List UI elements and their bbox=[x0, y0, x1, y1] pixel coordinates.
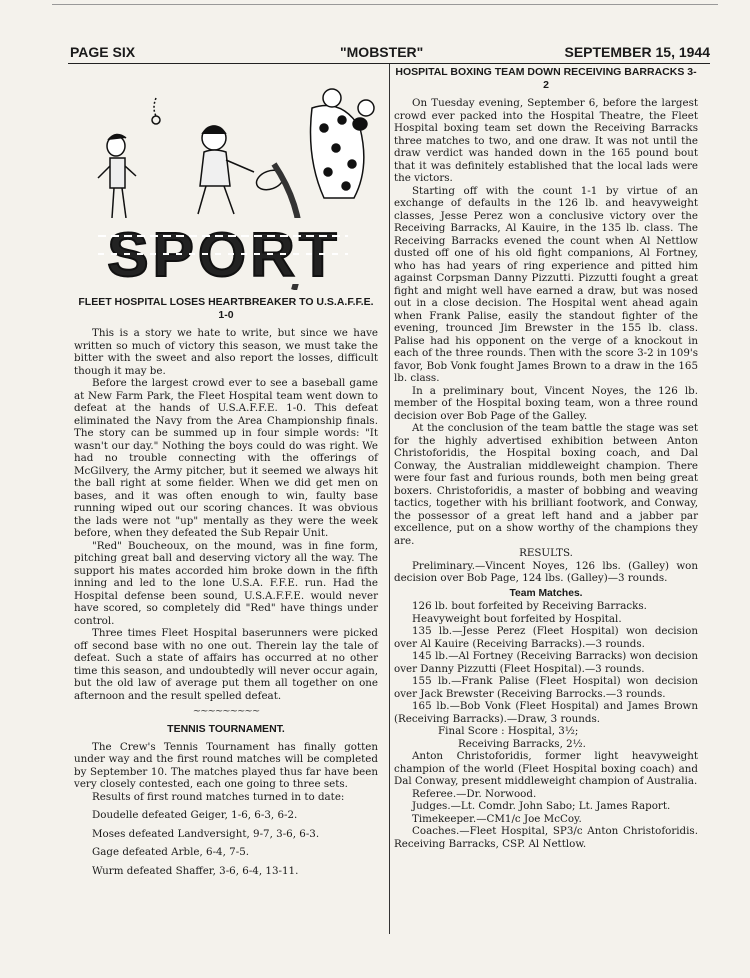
tennis-result: Wurm defeated Shaffer, 3-6, 6-4, 13-11. bbox=[92, 864, 299, 877]
baseball-paragraph-3: "Red" Boucheoux, on the mound, was in fine form, pitching great ball and deserving victory all the way. The support his mates accorded him broke down in the fifth inning and led to the lone U.S.A. F.F.E. run. Had the Hospital defense been sound, U.S.A.F.F.E. would never have scored, so completely did "Red" have things under control. bbox=[74, 539, 378, 627]
svg-text:SPORT: SPORT bbox=[107, 221, 341, 290]
baseball-paragraph-4: Three times Fleet Hospital baserunners were picked off second base with no one out. Therein lay the tale of defeat. Such a state of affairs has occurred at no other time this season, and undoubtedly will never occur again, but the old law of average put them all together on one afternoon and the result spelled defeat. bbox=[74, 627, 378, 702]
tennis-result: Moses defeated Landversight, 9-7, 3-6, 6-3. bbox=[92, 827, 320, 840]
match-result: 155 lb.—Frank Palise (Fleet Hospital) won decision over Jack Brewster (Receiving Barrocks.—3 rounds. bbox=[394, 675, 698, 700]
left-column bbox=[74, 68, 378, 877]
exhibition-note: Anton Christoforidis, former light heavyweight champion of the world (Fleet Hospital boxing coach) and Dal Conway, present middleweight champion of Australia. bbox=[394, 750, 698, 787]
final-score: Final Score : Hospital, 3½; bbox=[438, 725, 579, 737]
match-result: Heavyweight bout forfeited by Hospital. bbox=[412, 612, 622, 625]
timekeeper: Timekeeper.—CM1/c Joe McCoy. bbox=[412, 812, 582, 825]
boxing-headline: HOSPITAL BOXING TEAM DOWN RECEIVING BARRACKS 3-2 bbox=[395, 66, 697, 91]
boxing-paragraph-2: Starting off with the count 1-1 by virtue of an exchange of defaults in the 126 lb. and heavyweight classes, Jesse Perez won a conclusive victory over the Receiving Barracks, Al Kauire, in the 135 lb. class. The Receiving Barracks evened the count when Al Nettlow dusted off one of his old fight companions, Al Fortney, who has had years of ring experience and pitted him against Corpsman Danny Pizzutti. Pizzutti fought a great fight and might well have earned a draw, but was nosed out in a close decision. The Hospital went ahead again when Frank Palise, easily the standout fighter of the evening, trounced Jim Brewster in the 155 lb. class. Palise had his opponent on the verge of a knockout in each of the three rounds. Then with the score 3-2 in 109's favor, Bob Vonk fought James Brown to a draw in the 165 lb. class. bbox=[394, 184, 698, 384]
tennis-result: Doudelle defeated Geiger, 1-6, 6-3, 6-2. bbox=[92, 809, 298, 821]
match-result: 135 lb.—Jesse Perez (Fleet Hospital) won decision over Al Kauire (Receiving Barracks).—3 rounds. bbox=[394, 625, 698, 650]
preliminary-result: Preliminary.—Vincent Noyes, 126 lbs. (Galley) won decision over Bob Page, 124 lbs. (Galley)—3 rounds. bbox=[394, 559, 698, 584]
baseball-paragraph-1: This is a story we hate to write, but since we have written so much of victory this season, we must take the bitter with the sweet and also report the losses, difficult though it may be. bbox=[74, 327, 378, 377]
results-label: RESULTS. bbox=[519, 547, 573, 559]
boxing-paragraph-3: In a preliminary bout, Vincent Noyes, the 126 lb. member of the Hospital boxing team, won a three round decision over Bob Page of the Galley. bbox=[394, 384, 698, 422]
match-result: 126 lb. bout forfeited by Receiving Barracks. bbox=[412, 600, 647, 612]
newspaper-title: "MOBSTER" bbox=[340, 44, 424, 60]
sports-illustration bbox=[74, 68, 378, 290]
match-result: 145 lb.—Al Fortney (Receiving Barracks) won decision over Danny Pizzutti (Fleet Hospital).—3 rounds. bbox=[394, 650, 698, 675]
final-score: Receiving Barracks, 2½. bbox=[458, 737, 586, 750]
tennis-result: Gage defeated Arble, 6-4, 7-5. bbox=[92, 846, 250, 858]
tennis-results-intro: Results of first round matches turned in to date: bbox=[92, 790, 345, 803]
page-number: PAGE SIX bbox=[70, 44, 136, 60]
team-matches-label: Team Matches. bbox=[509, 587, 583, 599]
right-column bbox=[394, 66, 698, 850]
column-divider bbox=[389, 64, 390, 934]
catcher-figure bbox=[98, 98, 160, 218]
referee: Referee.—Dr. Norwood. bbox=[412, 787, 537, 800]
boxing-paragraph-4: At the conclusion of the team battle the stage was set for the highly advertised exhibition between Anton Christoforidis, the Hospital boxing coach, and Dal Conway, the Australian middleweight champion. There were four fast and furious rounds, both men being great boxers. Christoforidis, a master of bobbing and weaving tactics, together with his brilliant footwork, and Conway, the possessor of a great left hand and a jabber par excellence, put on a show worthy of the champions they are. bbox=[394, 422, 698, 547]
top-border bbox=[52, 4, 718, 5]
boxing-paragraph-1: On Tuesday evening, September 6, before the largest crowd ever packed into the Hospital Theatre, the Fleet Hospital boxing team set down the Receiving Barracks three matches to two, and one draw. It was not until the draw verdict was handed down in the 165 pound bout that it was definitely established that the local lads were the victors. bbox=[394, 97, 698, 184]
match-result: 165 lb.—Bob Vonk (Fleet Hospital) and James Brown (Receiving Barracks).—Draw, 3 rounds. bbox=[394, 700, 698, 725]
judges: Judges.—Lt. Comdr. John Sabo; Lt. James Raport. bbox=[412, 800, 671, 812]
boxer-figures bbox=[311, 89, 375, 198]
issue-date: SEPTEMBER 15, 1944 bbox=[564, 44, 710, 60]
tennis-headline: TENNIS TOURNAMENT. bbox=[167, 722, 285, 735]
section-divider: ~~~~~~~~~ bbox=[192, 706, 260, 717]
coaches: Coaches.—Fleet Hospital, SP3/c Anton Christoforidis. Receiving Barracks, CSP. Al Nettlow. bbox=[394, 825, 698, 850]
tennis-paragraph: The Crew's Tennis Tournament has finally gotten under way and the first round matches will be completed by September 10. The matches played thus far have been very closely contested, each one going to three sets. bbox=[74, 740, 378, 790]
baseball-headline: FLEET HOSPITAL LOSES HEARTBREAKER TO U.S.A.F.F.E. 1-0 bbox=[78, 296, 374, 321]
baseball-paragraph-2: Before the largest crowd ever to see a baseball game at New Farm Park, the Fleet Hospital team went down to defeat at the hands of U.S.A.F.F.E. 1-0. This defeat eliminated the Navy from the Area Championship finals. The story can be summed up in four simple words: "It wasn't our day." Nothing the boys could do was right. We had no trouble connecting with the offerings of McGilvery, the Army pitcher, but it seemed we always hit the ball right at some fielder. When we did get men on bases, and it was often enough to win, faulty base running wiped out our scoring chances. It was obvious the lads were not "up" mentally as they were the week before, when they defeated the Sub Repair Unit. bbox=[74, 377, 378, 539]
sport-logo bbox=[92, 218, 356, 290]
